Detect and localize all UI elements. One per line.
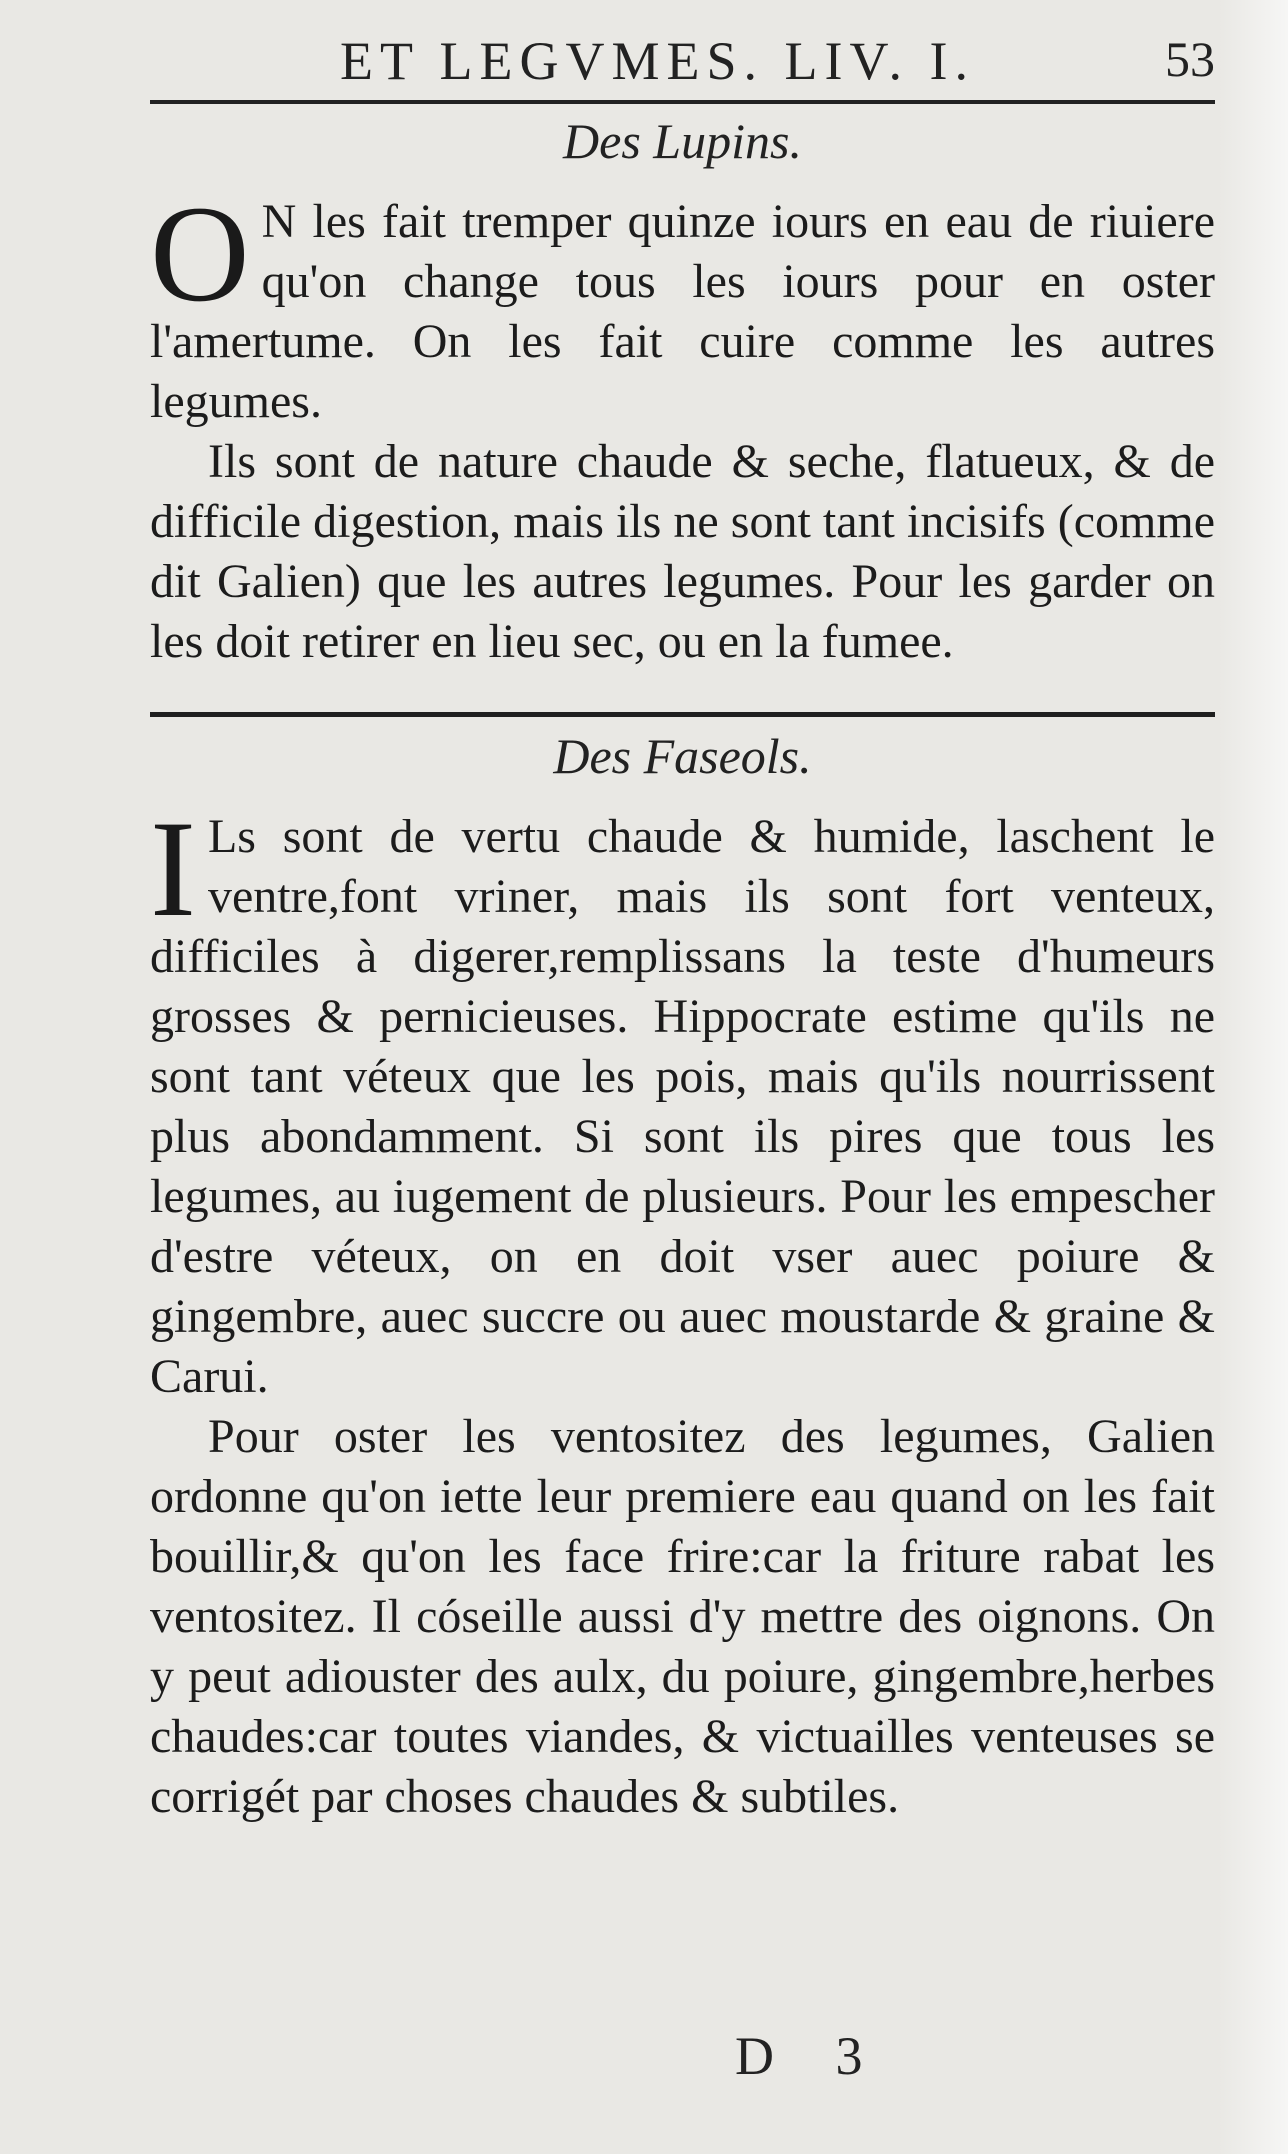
text-block (150, 30, 1215, 1827)
drop-cap: O (150, 177, 250, 330)
drop-cap: I (150, 792, 196, 945)
section-title-faseols: Des Faseols. (553, 728, 812, 784)
paragraph-lupins-2: Ils sont de nature chaude & seche, flatueux, & de difficile digestion, mais ils ne sont tant incisifs (comme dit Galien) que les autres legumes. Pour les garder on les doit retirer en lieu sec, ou en la fumee. (150, 435, 1215, 668)
page-edge (1218, 0, 1288, 2154)
section-title-lupins: Des Lupins. (563, 113, 802, 169)
running-head-title: ET LEGVMES. LIV. I. (340, 31, 975, 91)
paragraph-lupins-1 (150, 177, 1215, 432)
header-rule (150, 100, 1215, 104)
page-number: 53 (1165, 31, 1215, 87)
paragraph-text: N les fait tremper quinze iours en eau de riuiere qu'on change tous les iours pour en oster l'amertume. On les fait cuire comme les autres legumes. (150, 195, 1215, 428)
signature-mark: D 3 (735, 2026, 887, 2086)
paragraph-faseols-1 (150, 792, 1215, 1407)
running-head (150, 30, 1215, 94)
section-divider (150, 712, 1215, 717)
paragraph-text: Ls sont de vertu chaude & humide, laschent le ventre,font vriner, mais ils sont fort venteux, difficiles à digerer,remplissans la teste d'humeurs grosses & pernicieuses. Hippocrate estime qu'ils ne sont tant véteux que les pois, mais qu'ils nourrissent plus abondamment. Si sont ils pires que tous les legumes, au iugement de plusieurs. Pour les empescher d'estre véteux, on en doit vser auec poiure & gingembre, auec succre ou auec moustarde & graine & Carui. (150, 810, 1215, 1403)
paragraph-faseols-2: Pour oster les ventositez des legumes, Galien ordonne qu'on iette leur premiere eau quand on les fait bouillir,& qu'on les face frire:car la friture rabat les ventositez. Il cóseille aussi d'y mettre des oignons. On y peut adiouster des aulx, du poiure, gingembre,herbes chaudes:car toutes viandes, & victuailles venteuses se corrigét par choses chaudes & subtiles. (150, 1410, 1215, 1823)
